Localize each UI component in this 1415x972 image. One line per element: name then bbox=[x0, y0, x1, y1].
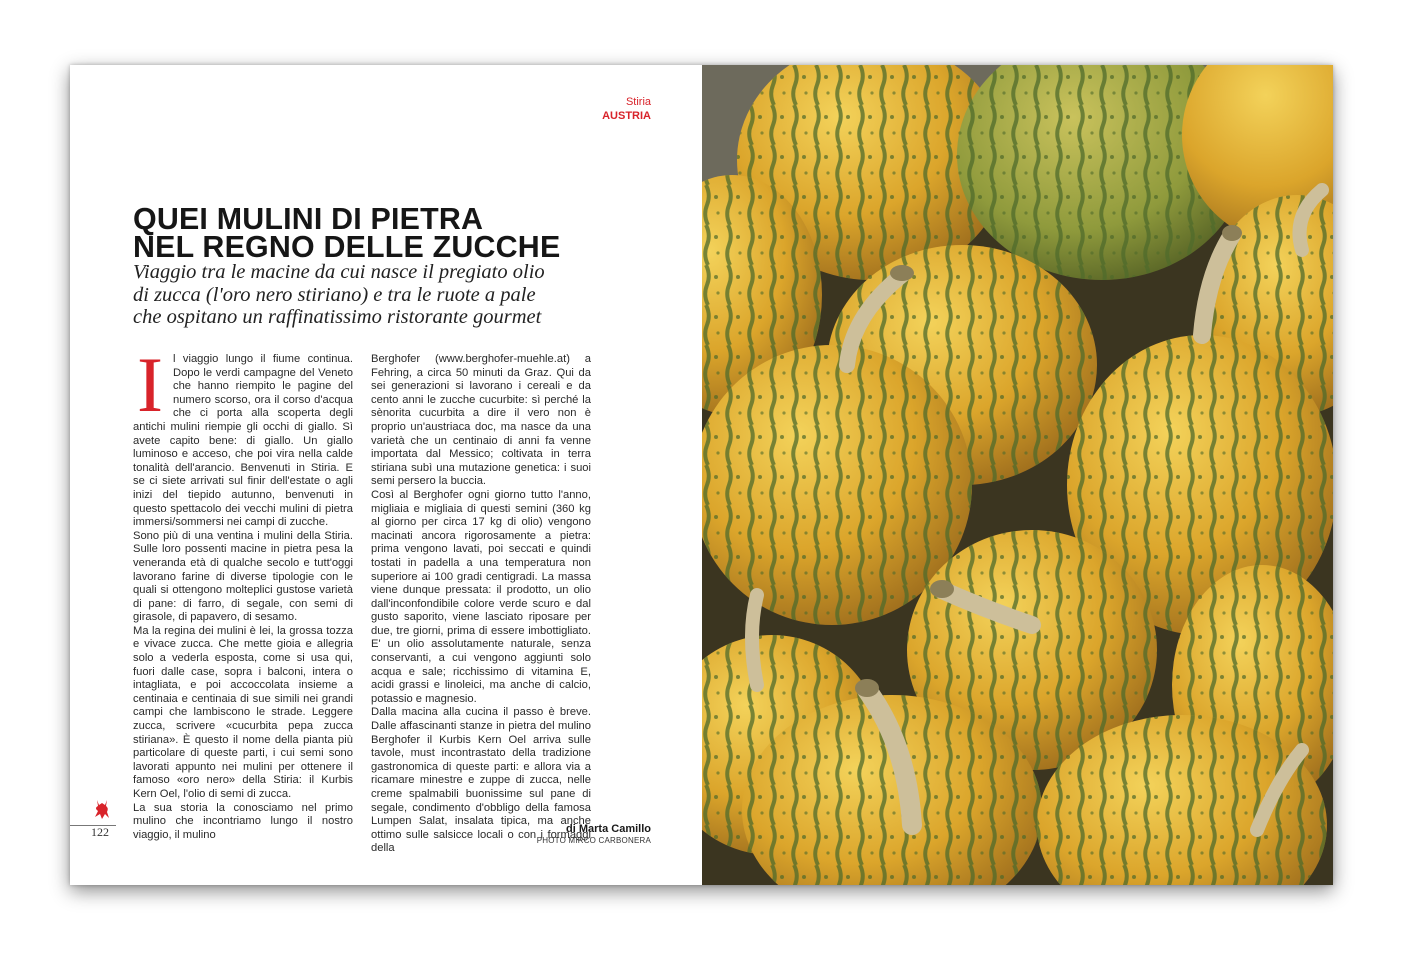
devil-logo-icon bbox=[91, 797, 113, 821]
subtitle-line-2: di zucca (l'oro nero stiriano) e tra le ruote a pale bbox=[133, 283, 536, 306]
subtitle-line-1: Viaggio tra le macine da cui nasce il pregiato olio bbox=[133, 261, 545, 283]
body-paragraph: Sono più di una ventina i mulini della Stiria. Sulle loro possenti macine in pietra pesa la veneranda età di qualche secolo e tutt'oggi lavorano farine di diverse tipologie con le quali si ottengono molteplici gustose varietà di pane: di farro, di segale, con semi di girasole, di papavero, di sesamo. bbox=[133, 529, 353, 624]
body-column-2 bbox=[371, 353, 591, 856]
subtitle-line-3: che ospitano un raffinatissimo ristorante gourmet bbox=[133, 306, 542, 328]
body-paragraph: Così al Berghofer ogni giorno tutto l'anno, migliaia e migliaia di questi semini (360 kg al giorno per circa 17 kg di olio) vengono macinati ancora rigorosamente a pietra: prima vengono lavati, poi seccati e quindi tostati in padella a una temperatura non superiore ai 100 gradi centigradi. La massa viene dunque pressata: il prodotto, un olio dall'inconfondibile colore verde scuro e dal gusto saporito, viene lasciato riposare per due, tre giorni, prima di essere imbottigliato. E' un olio assolutamente naturale, senza conservanti, a cui vengono aggiunti solo acqua e sale; ricchissimo di vitamina E, acidi grassi e linoleici, ma anche di calcio, potassio e magnesio. bbox=[371, 488, 591, 705]
body-column-1 bbox=[133, 341, 353, 842]
left-page bbox=[70, 65, 702, 885]
byline bbox=[537, 824, 651, 846]
kicker-region: Stiria bbox=[625, 96, 651, 108]
body-paragraph: Berghofer (www.berghofer-muehle.at) a Fehring, a circa 50 minuti da Graz. Qui da sei generazioni si lavorano i cereali e da cento anni le zucche cucurbite: sì perché la sènorita cucurbita a dire il vero non è proprio un'austriaca doc, ma nasce da una varietà che un centinaio di anni fa venne importata dal Messico; coltivata in terra stiriana subì una mutazione genetica: i suoi semi persero la buccia. bbox=[371, 353, 591, 488]
author-credit: di Marta Camillo bbox=[566, 823, 651, 835]
pumpkin-photo-illustration bbox=[702, 65, 1333, 885]
section-kicker bbox=[602, 95, 651, 123]
article-headline bbox=[133, 201, 561, 264]
body-paragraph: La sua storia la conosciamo nel primo mulino che incontriamo lungo il nostro viaggio, il mulino bbox=[133, 801, 353, 841]
photo-credit: PHOTO MIRCO CARBONERA bbox=[536, 836, 651, 845]
article-subtitle bbox=[133, 261, 603, 329]
pumpkin-photo bbox=[702, 65, 1333, 885]
kicker-country: AUSTRIA bbox=[602, 110, 651, 122]
body-paragraph: Dalla macina alla cucina il passo è breve. Dalle affascinanti stanze in pietra del mulino Berghofer il Kurbis Kern Oel arriva sulle tavole, must incontrastato della tradizione gastronomica di queste parti: e allora via a ricamare minestre e zuppe di zucca, nelle creme spalmabili buonissime sul pane di segale, condimento d'obbligo della famosa Lumpen Salat, insalata tipica, ma anche ottimo sulle salsicce locali o con i formaggi della bbox=[371, 706, 591, 855]
headline-line-2: NEL REGNO DELLE ZUCCHE bbox=[133, 229, 561, 264]
body-paragraph: Ma la regina dei mulini è lei, la grossa tozza e vivace zucca. Che mette gioia e allegria solo a vederla esposta, come si usa qui, fuori dalle case, sopra i balconi, intera o intagliata, e poi accoccolata insieme a centinaia e centinaia di sue simili nei grandi campi che lambiscono le strade. Leggere zucca, scrivere «cucurbita pepa zucca stiriana». È questo il nome della pianta più particolare di queste parti, i cui semi sono lavorati appunto nei mulini per ottenere il famoso «oro nero» della Stiria: il Kurbis Kern Oel, l'olio di semi di zucca. bbox=[133, 624, 353, 800]
body-paragraph: l viaggio lungo il fiume continua. Dopo le verdi campagne del Veneto che hanno riempito le pagine del numero scorso, ora il corso d'acqua che ci porta alla scoperta degli antichi mulini riempie gli occhi di giallo. Sì avete capito bene: di giallo. Un giallo luminoso e acceso, che poi vira nella calde tonalità dell'arancio. Benvenuti in Stiria. E se ci siete arrivati sul finir dell'estate o agli inizi del tiepido autunno, benvenuti in questo spettacolo dei vecchi mulini di pietra immersi/sommersi nei campi di zucche. bbox=[133, 353, 353, 529]
magazine-spread bbox=[70, 65, 1333, 885]
headline-line-1: QUEI MULINI DI PIETRA bbox=[133, 201, 484, 236]
page-number: 122 bbox=[91, 825, 109, 839]
drop-cap: I bbox=[137, 341, 163, 428]
